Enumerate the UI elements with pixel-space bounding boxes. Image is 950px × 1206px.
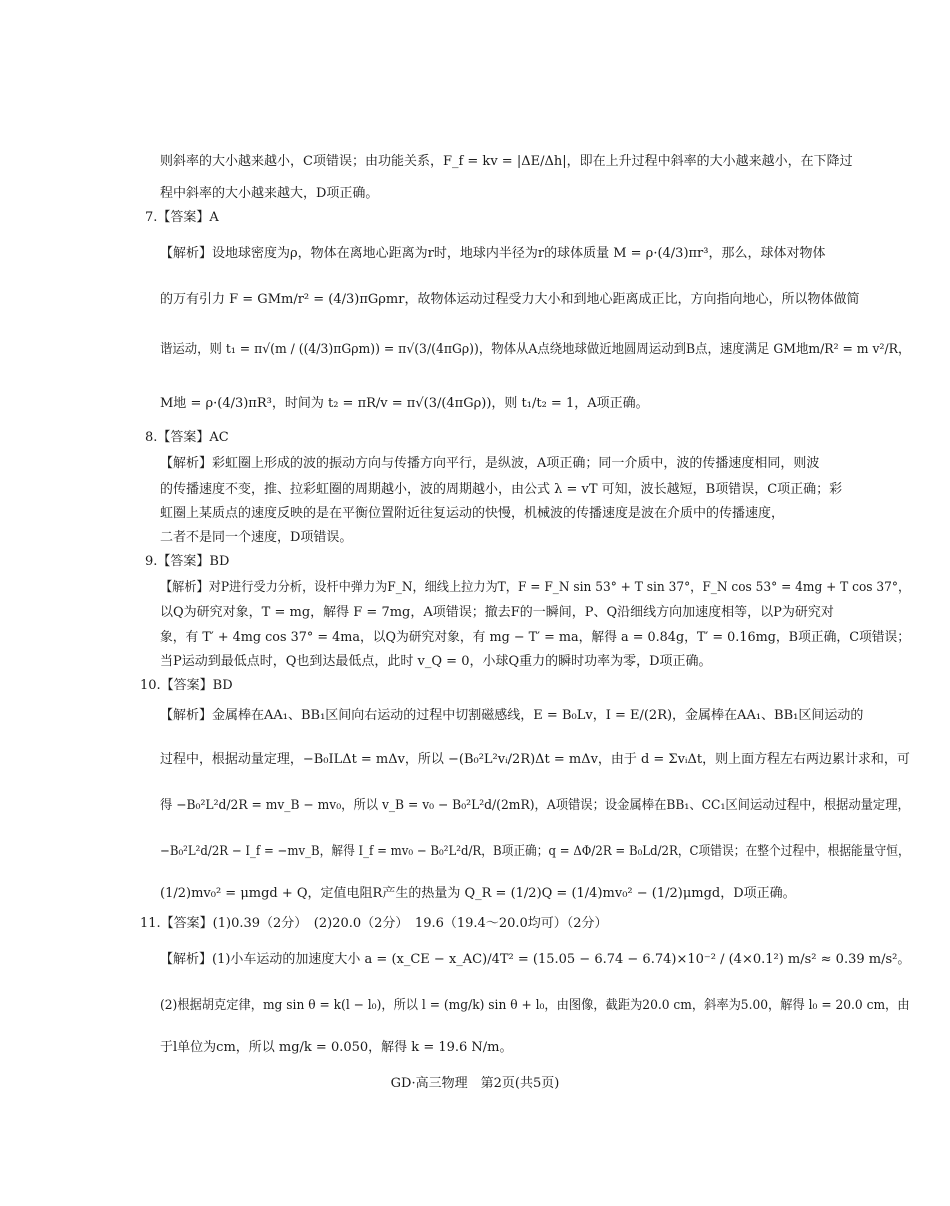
- text-line: 象，有 T′ + 4mg cos 37° = 4ma，以Q为研究对象，有 mg − T′ = ma，解得 a = 0.84g，T′ = 0.16mg，B项正确，C项错误；: [160, 630, 911, 645]
- text-line: 于l单位为cm，所以 mg/k = 0.050，解得 k = 19.6 N/m。: [160, 1040, 513, 1055]
- text-line: 【解析】彩虹圈上形成的波的振动方向与传播方向平行，是纵波，A项正确；同一介质中，波的传播速度相同，则波: [160, 456, 820, 471]
- text-line: 以Q为研究对象，T = mg，解得 F = 7mg，A项错误；撤去F的一瞬间，P、Q沿细线方向加速度相等，以P为研究对: [160, 605, 834, 620]
- text-line: 则斜率的大小越来越小，C项错误；由功能关系，F_f = kv = |ΔE/Δh|，即在上升过程中斜率的大小越来越小，在下降过: [160, 154, 853, 169]
- text-line: 虹圈上某质点的速度反映的是在平衡位置附近往复运动的快慢，机械波的传播速度是波在介质中的传播速度，: [160, 506, 785, 521]
- text-line: 程中斜率的大小越来越大，D项正确。: [160, 186, 379, 201]
- text-line: 【解析】金属棒在AA₁、BB₁区间向右运动的过程中切割磁感线，E = B₀Lv，I = E/(2R)，金属棒在AA₁、BB₁区间运动的: [160, 708, 864, 723]
- page-footer: GD·高三物理 第2页(共5页): [390, 1076, 560, 1091]
- text-line: 当P运动到最低点时，Q也到达最低点，此时 v_Q = 0，小球Q重力的瞬时功率为零，D项正确。: [160, 654, 712, 669]
- answer-heading: 11.【答案】(1)0.39（2分） (2)20.0（2分） 19.6（19.4～20.0均可）（2分）: [140, 916, 608, 931]
- text-line: 【解析】对P进行受力分析，设杆中弹力为F_N，细线上拉力为T，F = F_N sin 53° + T sin 37°，F_N cos 53° = 4mg + T cos 37°，: [160, 580, 911, 595]
- text-line: 【解析】(1)小车运动的加速度大小 a = (x_CE − x_AC)/4T² = (15.05 − 6.74 − 6.74)×10⁻² / (4×0.1²) m/s² ≈ 0.39 m/s²。: [160, 952, 911, 967]
- text-line: 过程中，根据动量定理，−B₀ILΔt = mΔv，所以 −(B₀²L²vᵢ/2R)Δt = mΔv，由于 d = ΣvᵢΔt，则上面方程左右两边累计求和，可: [160, 752, 910, 767]
- text-line: 得 −B₀²L²d/2R = mv_B − mv₀，所以 v_B = v₀ − B₀²L²d/(2mR)，A项错误；设金属棒在BB₁、CC₁区间运动过程中，根据动量定理，: [160, 798, 910, 813]
- text-line: 的传播速度不变，推、拉彩虹圈的周期越小，波的周期越小，由公式 λ = vT 可知，波长越短，B项错误，C项正确；彩: [160, 482, 843, 497]
- text-line: 【解析】设地球密度为ρ，物体在离地心距离为r时，地球内半径为r的球体质量 M = ρ·(4/3)πr³，那么，球体对物体: [160, 246, 826, 261]
- text-line: 的万有引力 F = GMm/r² = (4/3)πGρmr，故物体运动过程受力大小和到地心距离成正比，方向指向地心，所以物体做简: [160, 292, 860, 307]
- answer-heading: 7.【答案】A: [145, 210, 219, 225]
- answer-heading: 10.【答案】BD: [140, 678, 233, 693]
- text-line: 二者不是同一个速度，D项错误。: [160, 530, 353, 545]
- text-line: 谐运动，则 t₁ = π√(m / ((4/3)πGρm)) = π√(3/(4πGρ))，物体从A点绕地球做近地圆周运动到B点，速度满足 GM地m/R² = m v²/R，: [160, 342, 911, 357]
- text-line: (2)根据胡克定律，mg sin θ = k(l − l₀)，所以 l = (mg/k) sin θ + l₀，由图像，截距为20.0 cm，斜率为5.00，解得 l₀ = 20.0 cm，由: [160, 998, 910, 1013]
- text-line: −B₀²L²d/2R − I_f = −mv_B，解得 I_f = mv₀ − B₀²L²d/R，B项正确；q = ΔΦ/2R = B₀Ld/2R，C项错误；在整个过程中，根据能量守恒，: [160, 844, 910, 859]
- text-line: (1/2)mv₀² = μmgd + Q，定值电阻R产生的热量为 Q_R = (1/2)Q = (1/4)mv₀² − (1/2)μmgd，D项正确。: [160, 886, 796, 901]
- answer-heading: 9.【答案】BD: [145, 554, 230, 569]
- text-line: M地 = ρ·(4/3)πR³，时间为 t₂ = πR/v = π√(3/(4πGρ))，则 t₁/t₂ = 1，A项正确。: [160, 396, 649, 411]
- answer-heading: 8.【答案】AC: [145, 430, 229, 445]
